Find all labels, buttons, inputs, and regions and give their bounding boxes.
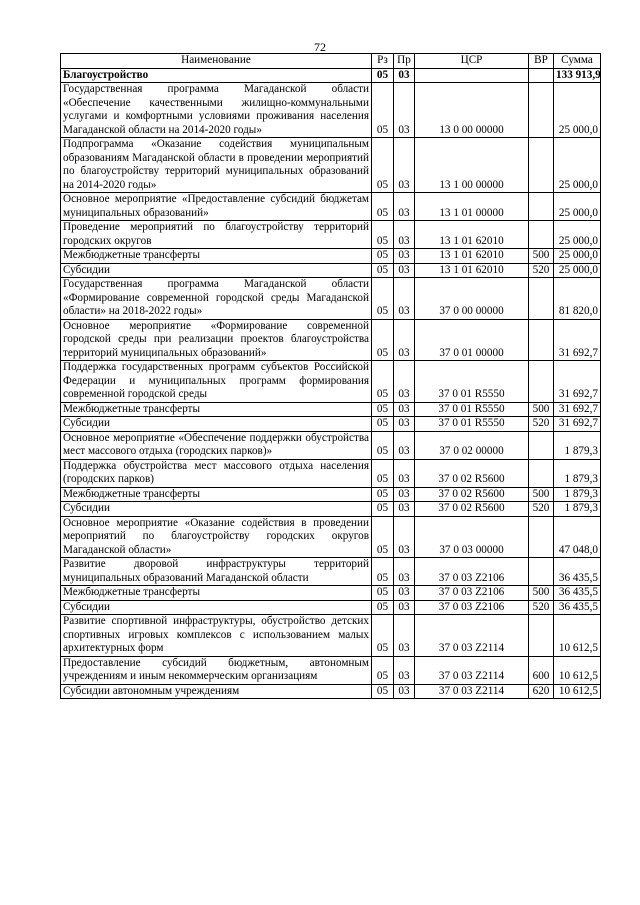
table-row <box>61 502 601 517</box>
row-csr-cell: 37 0 03 Z2114 <box>415 656 529 684</box>
header-rz: Рз <box>372 54 394 69</box>
row-rz-cell: 05 <box>372 361 394 403</box>
row-name-cell: Развитие спортивной инфраструктуры, обустройство детских спортивных игровых комплексов с использованием малых архитектурных форм <box>61 615 372 657</box>
table-row <box>61 193 601 221</box>
row-rz-cell: 05 <box>372 502 394 517</box>
table-row <box>61 558 601 586</box>
row-csr-cell: 37 0 01 00000 <box>415 319 529 361</box>
row-pr-cell: 03 <box>394 615 415 657</box>
row-pr-cell: 03 <box>394 558 415 586</box>
table-header-row <box>61 54 601 69</box>
row-pr-cell: 03 <box>394 402 415 417</box>
row-pr-cell: 03 <box>394 278 415 320</box>
row-csr-cell: 13 0 00 00000 <box>415 83 529 138</box>
row-vr-cell <box>529 516 554 558</box>
row-sum-cell: 25 000,0 <box>554 263 601 278</box>
row-pr-cell: 03 <box>394 263 415 278</box>
table-row <box>61 138 601 193</box>
row-name-cell: Предоставление субсидий бюджетным, автономным учреждениям и иным некоммерческим организациям <box>61 656 372 684</box>
row-name-cell: Основное мероприятие «Оказание содействия в проведении мероприятий по благоустройству городских округов Магаданской области» <box>61 516 372 558</box>
row-name-cell: Субсидии <box>61 600 372 615</box>
row-rz-cell: 05 <box>372 487 394 502</box>
row-sum-cell: 10 612,5 <box>554 656 601 684</box>
header-sum: Сумма <box>554 54 601 69</box>
row-rz-cell: 05 <box>372 459 394 487</box>
row-pr-cell: 03 <box>394 361 415 403</box>
row-csr-cell <box>415 68 529 83</box>
row-sum-cell: 36 435,5 <box>554 600 601 615</box>
row-rz-cell: 05 <box>372 402 394 417</box>
row-pr-cell: 03 <box>394 417 415 432</box>
row-vr-cell: 620 <box>529 684 554 699</box>
row-pr-cell: 03 <box>394 600 415 615</box>
row-sum-cell: 31 692,7 <box>554 361 601 403</box>
row-sum-cell: 25 000,0 <box>554 138 601 193</box>
row-vr-cell <box>529 83 554 138</box>
row-csr-cell: 13 1 00 00000 <box>415 138 529 193</box>
table-row <box>61 361 601 403</box>
row-name-cell: Государственная программа Магаданской области «Обеспечение качественными жилищно-коммунальными услугами и комфортными условиями проживания населения Магаданской области на 2014-2020 годы» <box>61 83 372 138</box>
table-row <box>61 656 601 684</box>
row-sum-cell: 1 879,3 <box>554 431 601 459</box>
row-csr-cell: 37 0 00 00000 <box>415 278 529 320</box>
row-csr-cell: 37 0 03 Z2114 <box>415 615 529 657</box>
row-pr-cell: 03 <box>394 684 415 699</box>
row-vr-cell <box>529 361 554 403</box>
row-rz-cell: 05 <box>372 249 394 264</box>
row-csr-cell: 37 0 03 Z2106 <box>415 586 529 601</box>
table-row <box>61 600 601 615</box>
row-rz-cell: 05 <box>372 600 394 615</box>
row-name-cell: Подпрограмма «Оказание содействия муниципальным образованиям Магаданской области в проведении мероприятий по благоустройству территорий муниципальных образований на 2014-2020 годы» <box>61 138 372 193</box>
row-csr-cell: 37 0 02 R5600 <box>415 487 529 502</box>
row-csr-cell: 37 0 03 Z2106 <box>415 600 529 615</box>
row-rz-cell: 05 <box>372 558 394 586</box>
row-pr-cell: 03 <box>394 319 415 361</box>
table-row <box>61 83 601 138</box>
row-sum-cell: 10 612,5 <box>554 684 601 699</box>
row-vr-cell <box>529 615 554 657</box>
row-name-cell: Основное мероприятие «Предоставление субсидий бюджетам муниципальных образований» <box>61 193 372 221</box>
row-pr-cell: 03 <box>394 586 415 601</box>
table-row <box>61 68 601 83</box>
row-rz-cell: 05 <box>372 138 394 193</box>
row-sum-cell: 47 048,0 <box>554 516 601 558</box>
row-name-cell: Межбюджетные трансферты <box>61 249 372 264</box>
row-vr-cell: 500 <box>529 487 554 502</box>
row-vr-cell: 500 <box>529 249 554 264</box>
row-rz-cell: 05 <box>372 193 394 221</box>
row-sum-cell: 25 000,0 <box>554 193 601 221</box>
row-name-cell: Межбюджетные трансферты <box>61 402 372 417</box>
row-vr-cell <box>529 319 554 361</box>
row-pr-cell: 03 <box>394 83 415 138</box>
row-sum-cell: 10 612,5 <box>554 615 601 657</box>
row-name-cell: Основное мероприятие «Обеспечение поддержки обустройства мест массового отдыха (городских парков)» <box>61 431 372 459</box>
row-rz-cell: 05 <box>372 586 394 601</box>
row-csr-cell: 37 0 01 R5550 <box>415 417 529 432</box>
row-sum-cell: 36 435,5 <box>554 586 601 601</box>
row-pr-cell: 03 <box>394 516 415 558</box>
row-rz-cell: 05 <box>372 319 394 361</box>
row-sum-cell: 31 692,7 <box>554 319 601 361</box>
row-pr-cell: 03 <box>394 193 415 221</box>
row-name-cell: Межбюджетные трансферты <box>61 586 372 601</box>
row-sum-cell: 1 879,3 <box>554 487 601 502</box>
table-row <box>61 459 601 487</box>
row-csr-cell: 13 1 01 00000 <box>415 193 529 221</box>
row-sum-cell: 81 820,0 <box>554 278 601 320</box>
row-pr-cell: 03 <box>394 138 415 193</box>
row-vr-cell <box>529 278 554 320</box>
row-vr-cell: 520 <box>529 263 554 278</box>
row-pr-cell: 03 <box>394 68 415 83</box>
row-name-cell: Государственная программа Магаданской области «Формирование современной городской среды Магаданской области» на 2018-2022 годы» <box>61 278 372 320</box>
row-sum-cell: 36 435,5 <box>554 558 601 586</box>
row-csr-cell: 37 0 03 Z2106 <box>415 558 529 586</box>
row-pr-cell: 03 <box>394 221 415 249</box>
table-row <box>61 487 601 502</box>
table-row <box>61 417 601 432</box>
row-rz-cell: 05 <box>372 615 394 657</box>
row-sum-cell: 133 913,9 <box>554 68 601 83</box>
row-sum-cell: 25 000,0 <box>554 221 601 249</box>
row-csr-cell: 37 0 03 00000 <box>415 516 529 558</box>
row-name-cell: Благоустройство <box>61 68 372 83</box>
row-vr-cell <box>529 431 554 459</box>
row-name-cell: Субсидии <box>61 263 372 278</box>
row-csr-cell: 37 0 01 R5550 <box>415 402 529 417</box>
row-name-cell: Развитие дворовой инфраструктуры территорий муниципальных образований Магаданской области <box>61 558 372 586</box>
table-row <box>61 221 601 249</box>
row-sum-cell: 1 879,3 <box>554 459 601 487</box>
row-sum-cell: 31 692,7 <box>554 402 601 417</box>
row-rz-cell: 05 <box>372 83 394 138</box>
row-pr-cell: 03 <box>394 249 415 264</box>
row-name-cell: Поддержка обустройства мест массового отдыха населения (городских парков) <box>61 459 372 487</box>
table-row <box>61 586 601 601</box>
row-sum-cell: 25 000,0 <box>554 249 601 264</box>
table-row <box>61 249 601 264</box>
row-vr-cell: 500 <box>529 402 554 417</box>
row-rz-cell: 05 <box>372 417 394 432</box>
row-rz-cell: 05 <box>372 263 394 278</box>
row-vr-cell: 500 <box>529 586 554 601</box>
row-pr-cell: 03 <box>394 459 415 487</box>
row-csr-cell: 37 0 01 R5550 <box>415 361 529 403</box>
row-name-cell: Проведение мероприятий по благоустройству территорий городских округов <box>61 221 372 249</box>
table-row <box>61 684 601 699</box>
row-rz-cell: 05 <box>372 516 394 558</box>
row-sum-cell: 25 000,0 <box>554 83 601 138</box>
row-pr-cell: 03 <box>394 487 415 502</box>
table-row <box>61 431 601 459</box>
table-row <box>61 516 601 558</box>
row-csr-cell: 37 0 02 R5600 <box>415 502 529 517</box>
header-vr: ВР <box>529 54 554 69</box>
row-vr-cell <box>529 221 554 249</box>
row-vr-cell <box>529 68 554 83</box>
table-row <box>61 319 601 361</box>
row-name-cell: Поддержка государственных программ субъектов Российской Федерации и муниципальных программ формирования современной городской среды <box>61 361 372 403</box>
row-rz-cell: 05 <box>372 656 394 684</box>
table-row <box>61 615 601 657</box>
row-rz-cell: 05 <box>372 431 394 459</box>
row-vr-cell: 600 <box>529 656 554 684</box>
row-sum-cell: 31 692,7 <box>554 417 601 432</box>
row-csr-cell: 37 0 02 R5600 <box>415 459 529 487</box>
row-name-cell: Субсидии <box>61 417 372 432</box>
header-name: Наименование <box>61 54 372 69</box>
budget-table <box>60 53 601 699</box>
row-vr-cell: 520 <box>529 600 554 615</box>
row-csr-cell: 37 0 03 Z2114 <box>415 684 529 699</box>
row-csr-cell: 13 1 01 62010 <box>415 249 529 264</box>
row-vr-cell: 520 <box>529 417 554 432</box>
row-vr-cell: 520 <box>529 502 554 517</box>
row-name-cell: Межбюджетные трансферты <box>61 487 372 502</box>
row-pr-cell: 03 <box>394 502 415 517</box>
row-vr-cell <box>529 558 554 586</box>
page-number: 72 <box>314 40 326 54</box>
row-pr-cell: 03 <box>394 431 415 459</box>
row-rz-cell: 05 <box>372 68 394 83</box>
row-vr-cell <box>529 459 554 487</box>
row-name-cell: Субсидии <box>61 502 372 517</box>
row-rz-cell: 05 <box>372 684 394 699</box>
table-row <box>61 263 601 278</box>
row-rz-cell: 05 <box>372 221 394 249</box>
table-row <box>61 278 601 320</box>
row-csr-cell: 13 1 01 62010 <box>415 263 529 278</box>
row-sum-cell: 1 879,3 <box>554 502 601 517</box>
row-vr-cell <box>529 138 554 193</box>
table-row <box>61 402 601 417</box>
row-csr-cell: 37 0 02 00000 <box>415 431 529 459</box>
header-csr: ЦСР <box>415 54 529 69</box>
row-csr-cell: 13 1 01 62010 <box>415 221 529 249</box>
row-name-cell: Основное мероприятие «Формирование современной городской среды при реализации проектов благоустройства территорий муниципальных образований» <box>61 319 372 361</box>
header-pr: Пр <box>394 54 415 69</box>
row-vr-cell <box>529 193 554 221</box>
row-name-cell: Субсидии автономным учреждениям <box>61 684 372 699</box>
row-pr-cell: 03 <box>394 656 415 684</box>
row-rz-cell: 05 <box>372 278 394 320</box>
table-body <box>61 68 601 699</box>
